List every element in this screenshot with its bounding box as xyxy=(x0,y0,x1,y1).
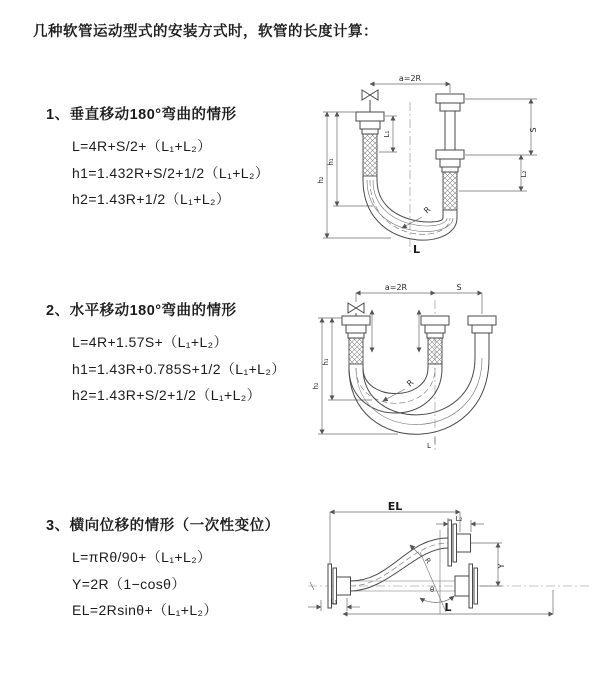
braided-hose-section xyxy=(363,134,377,176)
section-3-heading: 3、横向位移的情形（一次性变位） xyxy=(46,518,280,534)
formula-line: h2=1.43R+S/2+1/2（L₁+L₂） xyxy=(72,387,262,403)
section-1-formulas xyxy=(46,139,346,206)
dim-label-l1: L₁ xyxy=(383,130,391,138)
formula-line: EL=2Rsinθ+（L₁+L₂） xyxy=(72,602,218,618)
valve-icon xyxy=(348,303,364,316)
hose-u-bend-displaced xyxy=(349,358,489,434)
dim-label-l: L xyxy=(427,442,431,450)
dim-label-h2: h₂ xyxy=(317,176,325,184)
section-vertical-180 xyxy=(46,103,346,219)
braided-hose-section xyxy=(349,338,363,364)
formula-line: L=4R+1.57S+（L₁+L₂） xyxy=(72,334,228,350)
right-pipe-fitting xyxy=(436,94,464,218)
dim-label-h2: h₂ xyxy=(312,382,320,390)
formula-line: h1=1.43R+0.785S+1/2（L₁+L₂） xyxy=(72,360,286,377)
formula-line: h2=1.43R+1/2（L₁+L₂） xyxy=(72,191,231,207)
left-pipe-fitting xyxy=(356,112,384,181)
braided-hose-section xyxy=(443,172,457,210)
formula-line: Y=2R（1−cosθ） xyxy=(72,575,186,592)
dim-label-s: S xyxy=(529,127,538,133)
section-horizontal-180 xyxy=(46,299,346,415)
dim-label-a2r: a=2R xyxy=(398,74,422,83)
dim-label-el: EL xyxy=(387,500,403,513)
dim-label-h1: h₁ xyxy=(322,358,330,366)
upper-flange xyxy=(448,520,471,566)
valve-icon xyxy=(362,90,378,112)
diagram-vertical-180-bend xyxy=(315,68,565,258)
dim-label-a2r: a=2R xyxy=(384,283,408,292)
diagram-lateral-displacement xyxy=(300,500,600,660)
radius-label-r: R xyxy=(422,556,433,566)
dim-label-y: Y xyxy=(497,563,506,569)
dim-label-l2: L₂ xyxy=(455,515,463,523)
middle-pipe-fitting xyxy=(421,316,449,368)
section-2-heading: 2、水平移动180°弯曲的情形 xyxy=(46,303,237,319)
section-1-heading: 1、垂直移动180°弯曲的情形 xyxy=(46,107,237,123)
angle-label-theta: θ xyxy=(430,586,435,594)
page-title: 几种软管运动型式的安装方式时，软管的长度计算： xyxy=(33,24,378,40)
right-pipe-fitting xyxy=(468,316,496,358)
dim-label-s: S xyxy=(456,283,462,292)
dim-label-l1: L₁ xyxy=(330,598,338,606)
dim-label-l: L xyxy=(444,601,452,614)
formula-line: L=4R+S/2+（L₁+L₂） xyxy=(72,138,212,154)
section-2-formulas xyxy=(46,335,346,402)
braided-hose-section xyxy=(428,338,442,364)
dim-label-h1: h₁ xyxy=(327,158,335,166)
formula-line: h1=1.432R+S/2+1/2（L₁+L₂） xyxy=(72,164,270,181)
formula-line: L=πRθ/90+（L₁+L₂） xyxy=(72,549,212,565)
radius-label-r: R xyxy=(422,204,433,216)
left-pipe-fitting xyxy=(342,316,370,368)
radius-label-r: R xyxy=(405,377,416,389)
dim-label-l: L xyxy=(413,243,421,256)
diagram-horizontal-180-bend xyxy=(312,282,562,477)
dim-label-l2: L₂ xyxy=(520,170,528,178)
